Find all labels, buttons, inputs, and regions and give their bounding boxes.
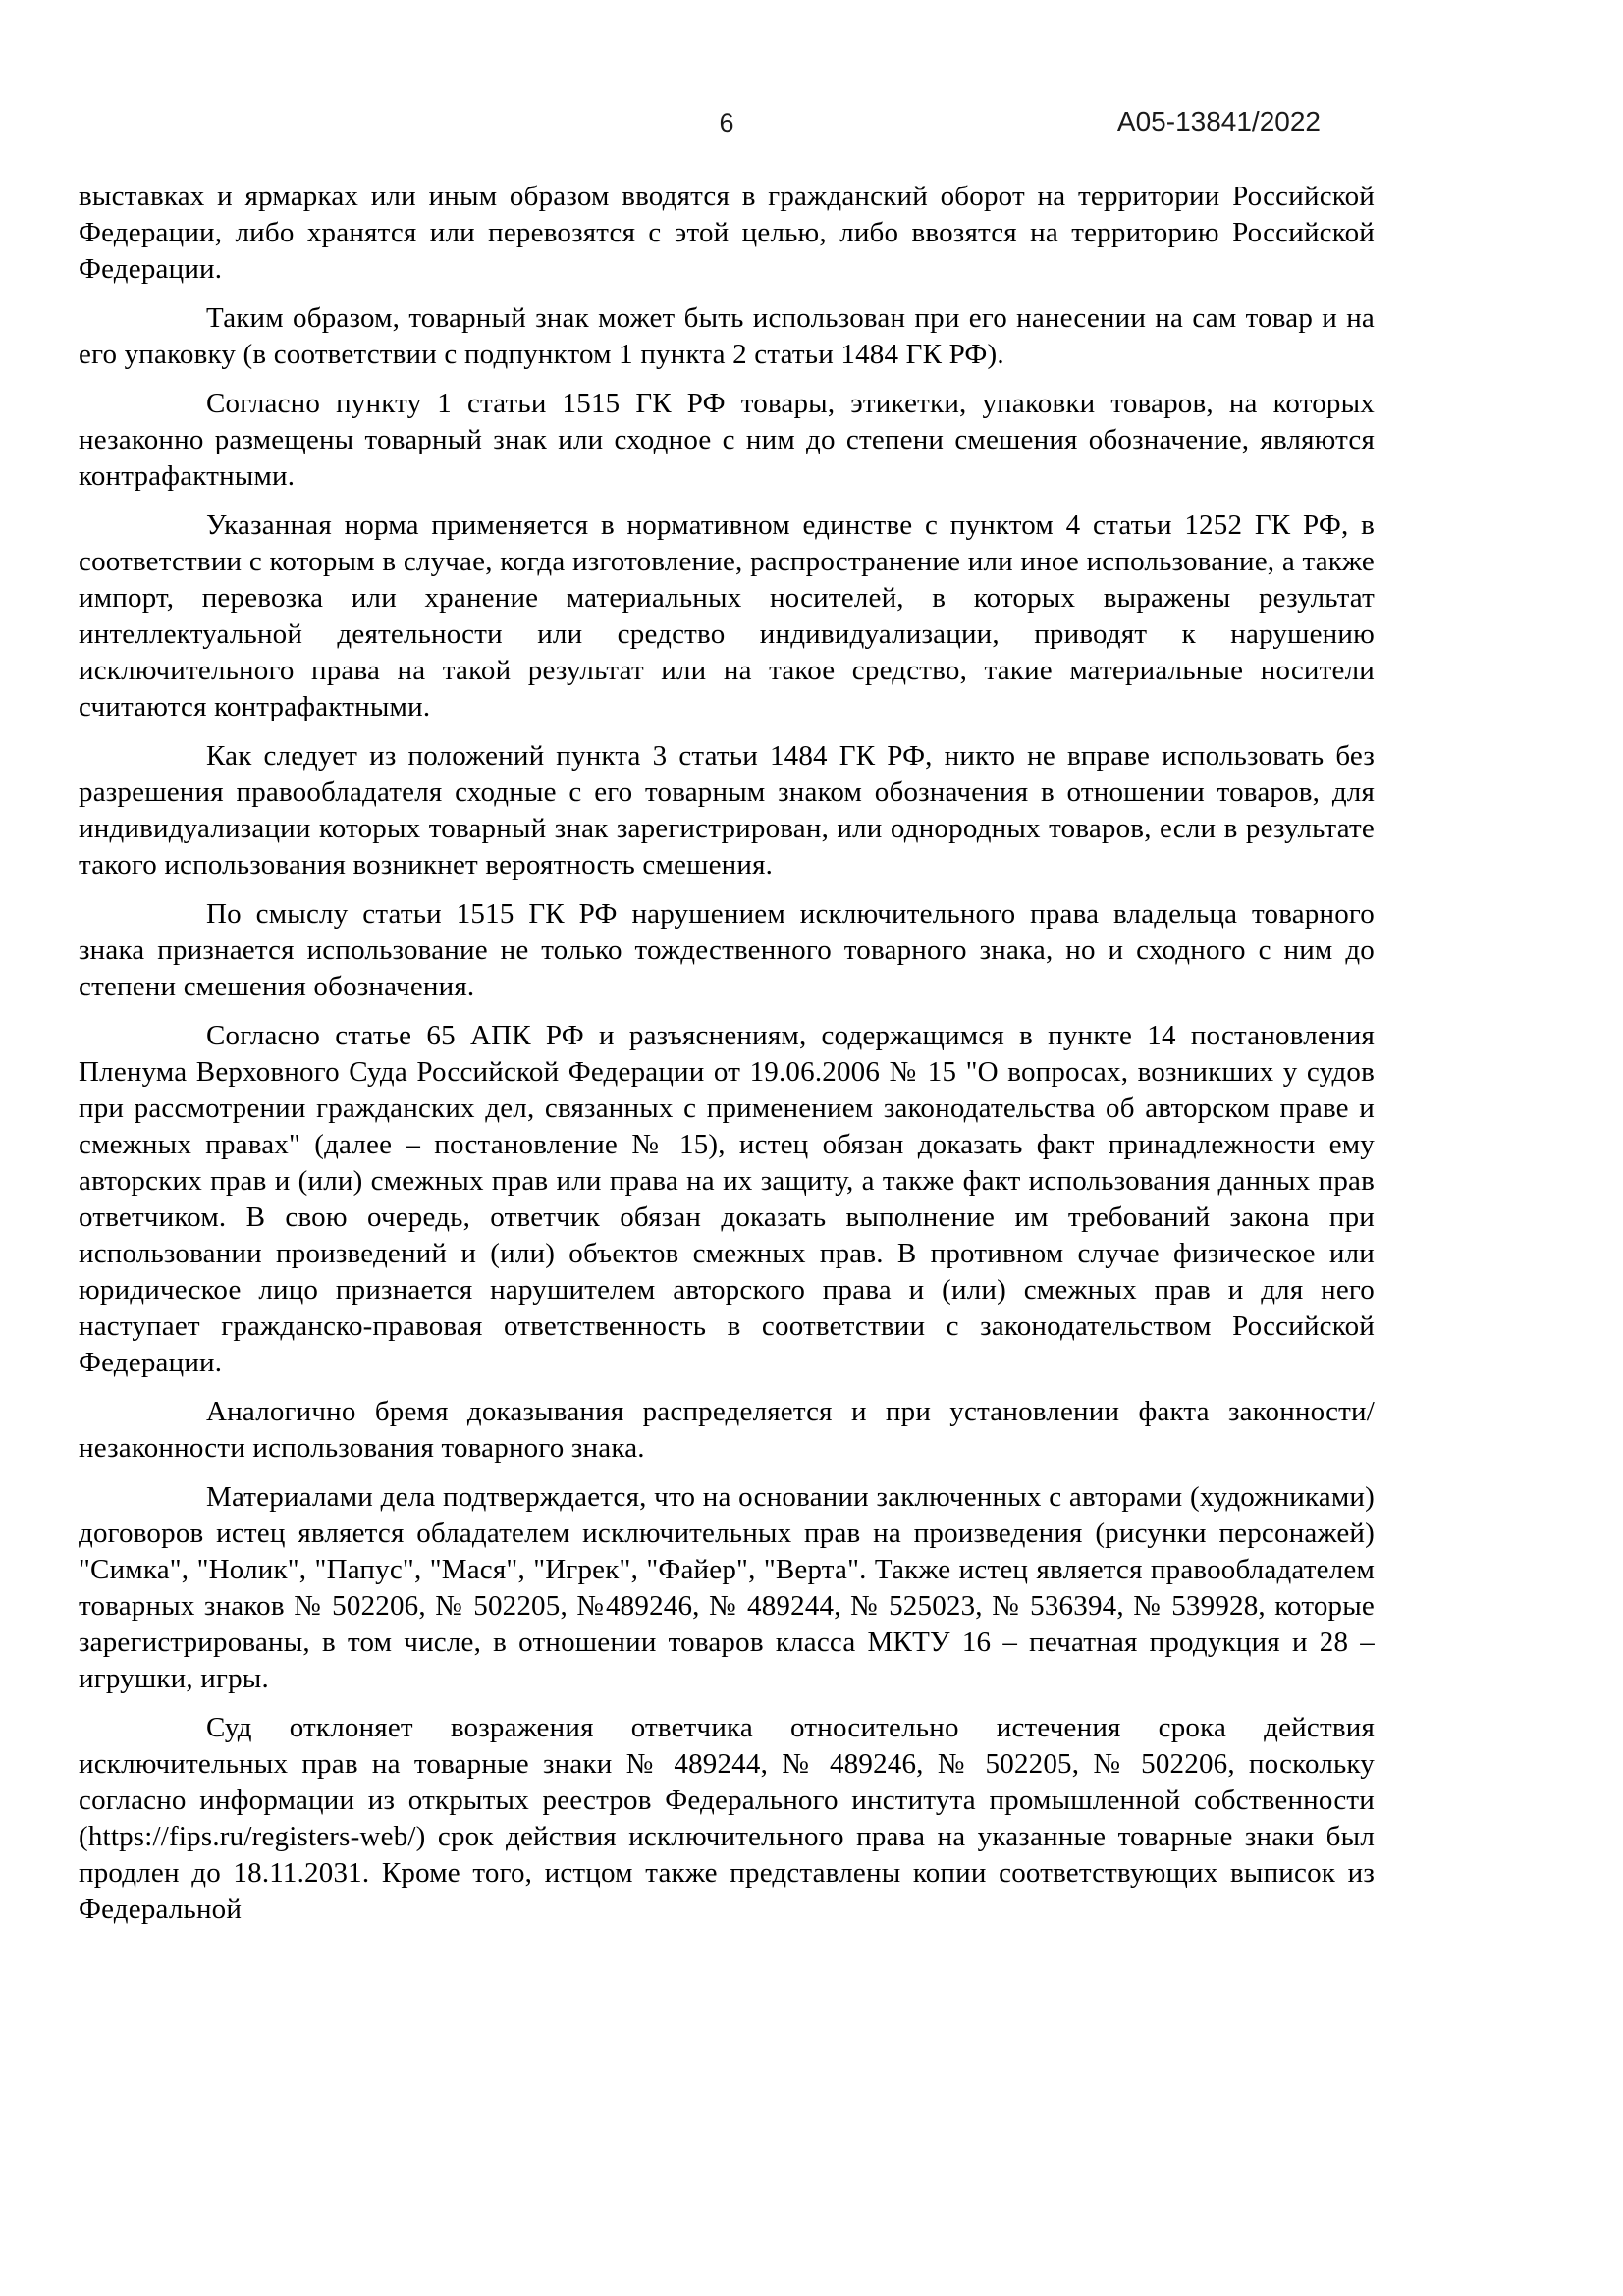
paragraph: выставках и ярмарках или иным образом вводятся в гражданский оборот на территории Российской Федерации, либо хранятся или перевозятся с этой целью, либо ввозятся на территорию Российской Федерации. <box>79 181 1375 285</box>
case-number: A05-13841/2022 <box>1116 106 1321 136</box>
paragraph: Согласно пункту 1 статьи 1515 ГК РФ товары, этикетки, упаковки товаров, на которых незаконно размещены товарный знак или сходное с ним до степени смешения обозначение, являются контрафактными. <box>79 388 1375 492</box>
paragraph: Аналогично бремя доказывания распределяется и при установлении факта законности/незаконности использования товарного знака. <box>79 1396 1375 1464</box>
paragraph: По смыслу статьи 1515 ГК РФ нарушением исключительного права владельца товарного знака признается использование не только тождественного товарного знака, но и сходного с ним до степени смешения обозначения. <box>79 898 1375 1002</box>
paragraph-text: Суд отклоняет возражения ответчика относительно истечения срока действия исключительных прав на товарные знаки № 489244, № 489246, № 502205, № 502206, поскольку согласно информации из открытых реестров Федерального института промышленной собственности ( <box>79 1712 1375 1852</box>
page-number: 6 <box>719 108 734 137</box>
paragraph: Материалами дела подтверждается, что на основании заключенных с авторами (художниками) договоров истец является обладателем исключительных прав на произведения (рисунки персонажей) "Симка", "Нолик", "Папус", "Мася", "Игрек", "Файер", "Верта". Также истец является правообладателем товарных знаков № 502206, № 502205, №489246, № 489244, № 525023, № 536394, № 539928, которые зарегистрированы, в том числе, в отношении товаров класса МКТУ 16 – печатная продукция и 28 – игрушки, игры. <box>79 1481 1375 1694</box>
paragraph <box>79 1710 1375 1928</box>
document-body <box>79 179 1375 1928</box>
fips-registry-url: https://fips.ru/registers-web/ <box>87 1821 416 1852</box>
paragraph: Как следует из положений пункта 3 статьи 1484 ГК РФ, никто не вправе использовать без разрешения правообладателя сходные с его товарным знаком обозначения в отношении товаров, для индивидуализации которых товарный знак зарегистрирован, или однородных товаров, если в результате такого использования возникнет вероятность смешения. <box>79 740 1375 881</box>
paragraph: Указанная норма применяется в нормативном единстве с пунктом 4 статьи 1252 ГК РФ, в соответствии с которым в случае, когда изготовление, распространение или иное использование, а также импорт, перевозка или хранение материальных носителей, в которых выражены результат интеллектуальной деятельности или средство индивидуализации, приводят к нарушению исключительного права на такой результат или на такое средство, такие материальные носители считаются контрафактными. <box>79 509 1375 722</box>
paragraph: Таким образом, товарный знак может быть использован при его нанесении на сам товар и на его упаковку (в соответствии с подпунктом 1 пункта 2 статьи 1484 ГК РФ). <box>79 302 1375 370</box>
paragraph-text: ) срок действия исключительного права на указанные товарные знаки был продлен до 18.11.2031. Кроме того, истцом также представлены копии соответствующих выписок из Федеральной <box>79 1821 1375 1925</box>
paragraph: Согласно статье 65 АПК РФ и разъяснениям, содержащимся в пункте 14 постановления Пленума Верховного Суда Российской Федерации от 19.06.2006 № 15 "О вопросах, возникших у судов при рассмотрении гражданских дел, связанных с применением законодательства об авторском праве и смежных правах" (далее – постановление № 15), истец обязан доказать факт принадлежности ему авторских прав и (или) смежных прав или права на их защиту, а также факт использования данных прав ответчиком. В свою очередь, ответчик обязан доказать выполнение им требований закона при использовании произведений и (или) объектов смежных прав. В противном случае физическое или юридическое лицо признается нарушителем авторского права и (или) смежных прав и для него наступает гражданско-правовая ответственность в соответствии с законодательством Российской Федерации. <box>79 1020 1375 1378</box>
